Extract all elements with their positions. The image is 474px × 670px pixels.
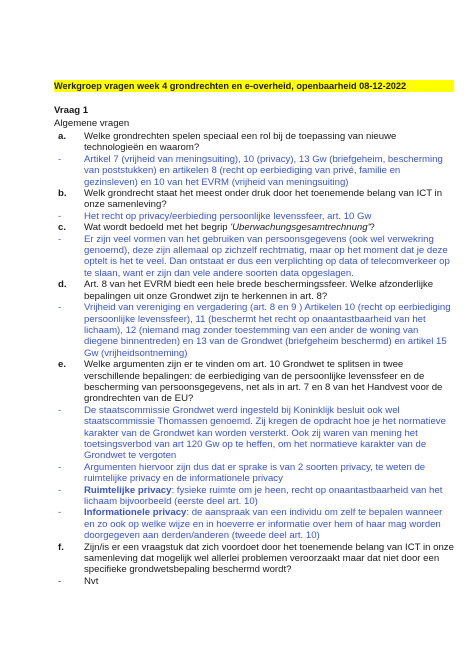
question-term: 'Uberwachungsgesamtrechnung' bbox=[230, 222, 370, 234]
answer-term: Informationele privacy bbox=[84, 507, 187, 519]
question-text-start: Wat wordt bedoeld met het begrip bbox=[84, 222, 231, 234]
answer-text: Het recht op privacy/eerbieding persoonlijke levenssfeer, art. 10 Gw bbox=[84, 210, 372, 222]
answer-item bbox=[54, 405, 454, 462]
answer-text-rest: : de aanspraak van een individu om zelf te bepalen wanneer en zo ook op welke wijze en in hoeverre er informatie over hem of haar mag worden doorgegeven aan derden/anderen (tweede deel art. 10) bbox=[84, 507, 443, 542]
answer-bullet: - bbox=[58, 153, 62, 165]
answer-item bbox=[54, 234, 454, 280]
answer-item bbox=[54, 507, 454, 541]
question-letter: d. bbox=[58, 279, 67, 291]
answer-bullet: - bbox=[58, 210, 62, 222]
question-letter: e. bbox=[58, 359, 67, 371]
question-text: Welke grondrechten spelen speciaal een rol bij de toepassing van nieuwe technologieën en waarom? bbox=[84, 131, 397, 154]
answer-item bbox=[54, 211, 454, 222]
question-e bbox=[54, 359, 454, 405]
question-d bbox=[54, 279, 454, 302]
answer-text: De staatscommissie Grondwet werd ingesteld bij Koninklijk besluit ook wel staatscommissie Thomassen genoemd. Zij kregen de opdracht hoe je het normatieve karakter van de Grondwet kan worden versterkt. Ook zij waren van mening het toetsingsverbod van art 120 Gw op te heffen, om het normatieve karakter van de Grondwet te vergoten bbox=[84, 404, 446, 462]
answer-item bbox=[54, 302, 454, 359]
answer-bullet: - bbox=[58, 404, 62, 416]
answer-bullet: - bbox=[58, 484, 62, 496]
document-title: Werkgroep vragen week 4 grondrechten en e-overheid, openbaarheid 08-12-2022 bbox=[54, 80, 454, 92]
answer-text bbox=[84, 485, 454, 508]
question-b bbox=[54, 188, 454, 211]
question-c bbox=[54, 222, 454, 233]
question-text-end: ? bbox=[369, 222, 375, 234]
answer-text-rest: : fysieke ruimte om je heen, recht op onaantastbaarheid van het lichaam bijvoorbeeld (eerste deel art. 10) bbox=[84, 484, 443, 507]
answer-bullet: - bbox=[58, 233, 62, 245]
answer-item bbox=[54, 576, 454, 587]
question-letter: a. bbox=[58, 131, 67, 142]
section-subtitle: Algemene vragen bbox=[54, 118, 130, 129]
question-text: Zijn/is er een vraagstuk dat zich voordoet door het toenemende belang van ICT in onze samenleving dat mogelijk wel allerlei problemen veroorzaakt maar dat niet door een specifieke grondwetsbepaling beschermd wordt? bbox=[84, 541, 454, 576]
answer-text: Er zijn veel vormen van het gebruiken van persoonsgegevens (ook wel verwekring genoemd), deze zijn allemaal op zichzelf rechtmatig, maar op het moment dat je deze optelt is het te veel. Dan ontstaat er dus een verplichting op data of telecomverkeer op te slaan, want er zijn dan vele andere soorten data opgeslagen. bbox=[84, 233, 450, 279]
answer-term: Ruimtelijke privacy bbox=[84, 484, 172, 496]
question-text bbox=[84, 222, 454, 233]
answer-text bbox=[84, 507, 454, 541]
answer-text: Nvt bbox=[84, 575, 99, 587]
answer-bullet: - bbox=[58, 575, 62, 587]
answer-text: Vrijheid van vereniging en vergadering (art. 8 en 9 ) Artikelen 10 (recht op eerbiediging persoonlijke levenssfeer), 11 (beschermt het recht op onaantastbaarheid van het lichaam), 12 (niemand mag zonder toestemming van een ander de woning van diegene binnentreden) en 13 van de Grondwet (briefgeheim beschermd) en artikel 15 Gw (vrijheidsontneming) bbox=[84, 302, 451, 359]
answer-item bbox=[54, 462, 454, 485]
question-text: Welk grondrecht staat het meest onder druk door het toenemende belang van ICT in onze samenleving? bbox=[84, 188, 443, 211]
answer-text: Argumenten hiervoor zijn dus dat er sprake is van 2 soorten privacy, te weten de ruimtelijke privacy en de informationele privacy bbox=[84, 461, 426, 485]
section-title: Vraag 1 bbox=[54, 105, 89, 116]
answer-bullet: - bbox=[58, 302, 62, 314]
question-text: Welke argumenten zijn er te vinden om art. 10 Grondwet te splitsen in twee verschillende bepalingen: de eerbiediging van de persoonlijke levenssfeer en de bescherming van persoonsgegevens, net als in art. 7 en 8 van het Handvest voor de grondrechten van de EU? bbox=[84, 359, 443, 405]
answer-item bbox=[54, 154, 454, 188]
question-a bbox=[54, 131, 454, 154]
question-f bbox=[54, 542, 454, 576]
question-text: Art. 8 van het EVRM biedt een hele brede beschermingssfeer. Welke afzonderlijke bepalingen uit onze Grondwet zijn te herkennen in art. 8? bbox=[84, 279, 434, 302]
answer-item bbox=[54, 485, 454, 508]
answer-bullet: - bbox=[58, 461, 62, 473]
answer-text: Artikel 7 (vrijheid van meningsuiting), 10 (privacy), 13 Gw (briefgeheim, bescherming van poststukken) en artikelen 8 (recht op eerbiediging van privé, familie en gezinsleven) en 10 van het EVRM (vrijheid van meningsuiting) bbox=[84, 153, 443, 188]
question-letter: f. bbox=[58, 541, 64, 553]
answer-bullet: - bbox=[58, 507, 62, 519]
question-letter: b. bbox=[58, 188, 67, 200]
question-list bbox=[54, 131, 454, 587]
question-letter: c. bbox=[58, 222, 67, 234]
